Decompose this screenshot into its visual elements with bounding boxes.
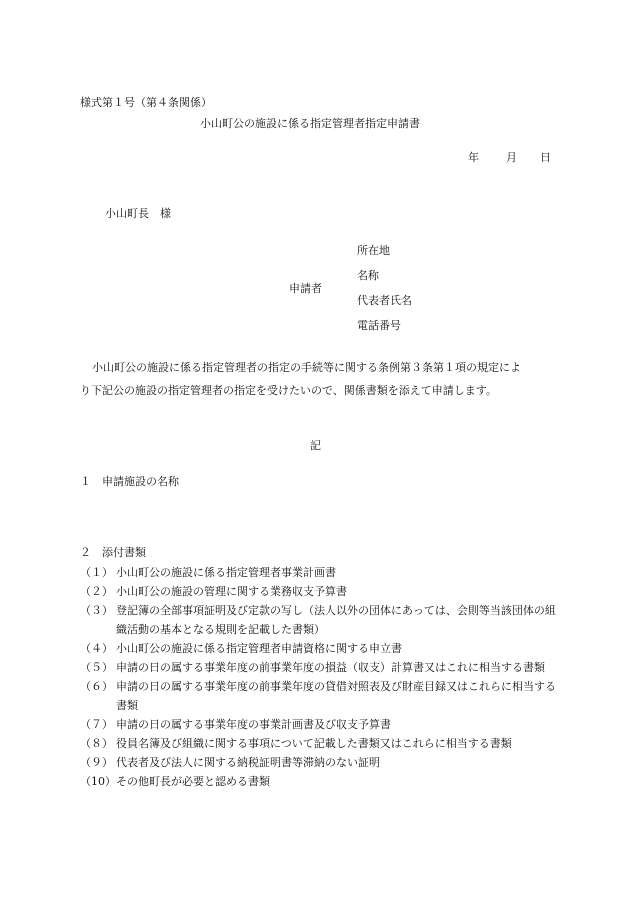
attachment-text: 申請の日の属する事業年度の前事業年度の貸借対照表及び財産目録又はこれらに相当する書類	[116, 680, 556, 712]
form-number: 様式第１号（第４条関係）	[80, 96, 212, 109]
applicant-label: 申請者	[289, 282, 322, 295]
attachment-text: 申請の日の属する事業年度の事業計画書及び収支予算書	[116, 718, 391, 731]
attachment-number: （３）	[80, 604, 113, 617]
attachment-text: 役員名簿及び組織に関する事項について記載した書類又はこれらに相当する書類	[116, 737, 512, 750]
applicant-field-name: 名称	[357, 269, 379, 282]
section-2-heading: ２ 添付書類	[80, 546, 146, 559]
attachment-item	[80, 639, 560, 658]
document-title: 小山町公の施設に係る指定管理者指定申請書	[200, 117, 420, 130]
date-day-label: 日	[540, 151, 551, 164]
attachment-number: （10）	[80, 775, 116, 788]
attachment-text: 小山町公の施設に係る指定管理者申請資格に関する申立書	[116, 642, 402, 655]
ki-heading: 記	[310, 439, 321, 452]
attachment-text: 登記簿の全部事項証明及び定款の写し（法人以外の団体にあっては、会則等当該団体の組織活動の基本となる規則を記載した書類）	[116, 604, 556, 636]
attachment-text: 申請の日の属する事業年度の前事業年度の損益（収支）計算書又はこれに相当する書類	[116, 661, 545, 674]
attachment-item	[80, 753, 560, 772]
attachment-item	[80, 715, 560, 734]
attachment-number: （１）	[80, 566, 113, 579]
attachment-number: （５）	[80, 661, 113, 674]
attachment-item	[80, 677, 560, 715]
attachment-item	[80, 772, 560, 791]
applicant-field-phone: 電話番号	[357, 319, 401, 332]
addressee: 小山町長 様	[105, 207, 171, 220]
attachment-number: （２）	[80, 585, 113, 598]
applicant-field-representative: 代表者氏名	[357, 294, 412, 307]
attachment-list	[80, 563, 560, 791]
section-1-heading: １ 申請施設の名称	[80, 475, 179, 488]
attachment-text: 小山町公の施設に係る指定管理者事業計画書	[116, 566, 336, 579]
attachment-item	[80, 582, 560, 601]
date-month-label: 月	[506, 151, 517, 164]
attachment-number: （９）	[80, 756, 113, 769]
body-text-line-2: り下記公の施設の指定管理者の指定を受けたいので、関係書類を添えて申請します。	[80, 384, 497, 397]
applicant-field-address: 所在地	[357, 244, 390, 257]
attachment-number: （７）	[80, 718, 113, 731]
attachment-number: （８）	[80, 737, 113, 750]
attachment-text: 代表者及び法人に関する納税証明書等滞納のない証明	[116, 756, 380, 769]
attachment-item	[80, 563, 560, 582]
date-year-label: 年	[468, 151, 479, 164]
attachment-number: （６）	[80, 680, 113, 693]
attachment-item	[80, 734, 560, 753]
attachment-item	[80, 658, 560, 677]
attachment-text: その他町長が必要と認める書類	[116, 775, 270, 788]
body-text-line-1: 小山町公の施設に係る指定管理者の指定の手続等に関する条例第３条第１項の規定によ	[92, 361, 521, 374]
attachment-text: 小山町公の施設の管理に関する業務収支予算書	[116, 585, 347, 598]
attachment-number: （４）	[80, 642, 113, 655]
attachment-item	[80, 601, 560, 639]
